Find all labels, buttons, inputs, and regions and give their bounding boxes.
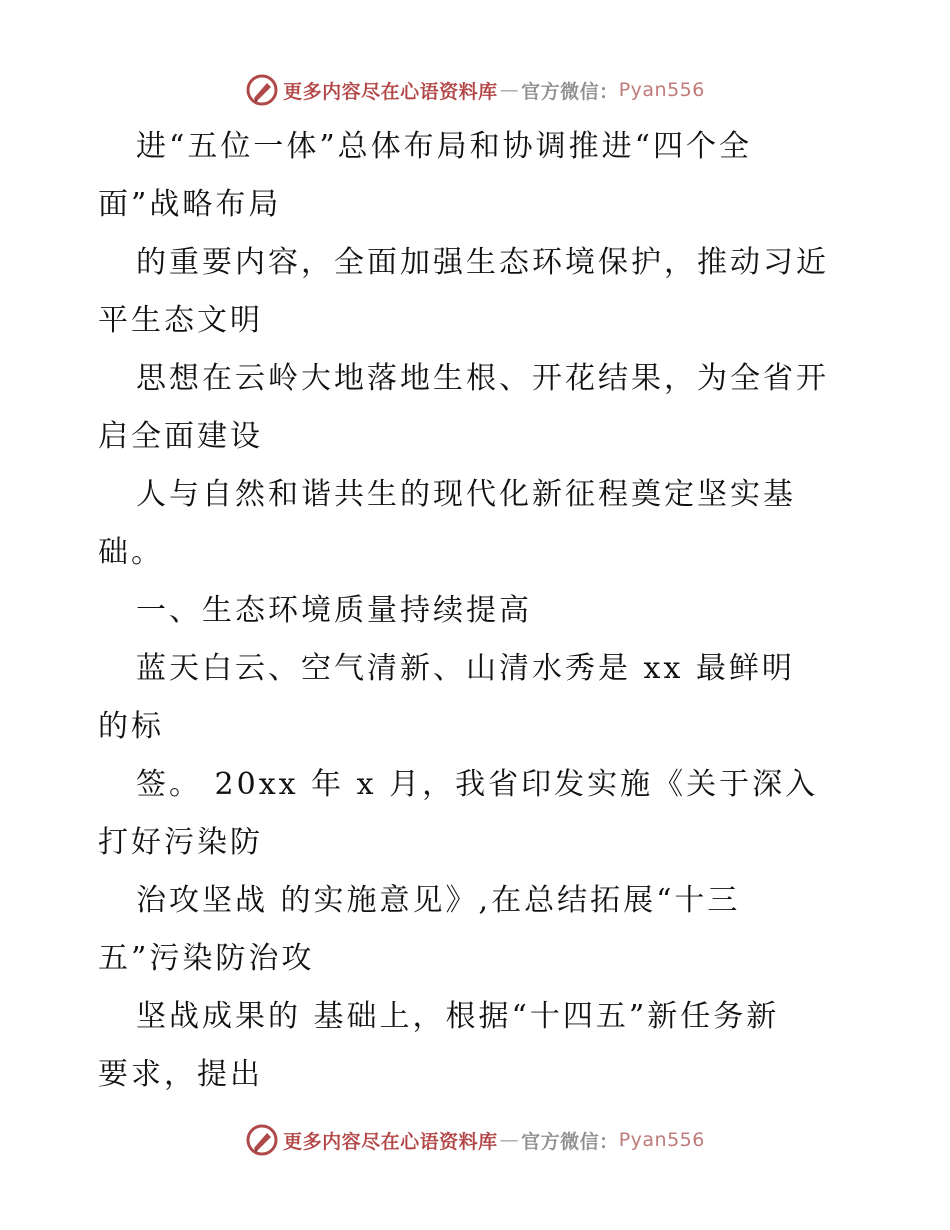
text-line: 签。 20xx 年 x 月，我省印发实施《关于深入 bbox=[136, 767, 819, 802]
text-line: 坚战成果的 基础上，根据“十四五”新任务新 bbox=[136, 999, 780, 1034]
text-line: 人与自然和谐共生的现代化新征程奠定坚实基 bbox=[136, 477, 796, 512]
watermark-dash: — bbox=[499, 79, 520, 101]
watermark-site-name: 更多内容尽在心语资料库 bbox=[283, 80, 498, 103]
text-line: 治攻坚战 的实施意见》,在总结拓展“十三 bbox=[136, 883, 741, 918]
pen-logo-icon bbox=[245, 1123, 279, 1157]
watermark-wechat-id: Pyan556 bbox=[618, 79, 705, 101]
text-line: 面”战略布局 bbox=[98, 187, 282, 222]
text-line: 启全面建设 bbox=[98, 419, 263, 454]
text-line: 思想在云岭大地落地生根、开花结果，为全省开 bbox=[136, 361, 829, 396]
text-line: 五”污染防治攻 bbox=[98, 941, 315, 976]
text-line: 础。 bbox=[98, 535, 164, 570]
text-line: 的重要内容，全面加强生态环境保护，推动习近 bbox=[136, 245, 829, 280]
text-line: 要求，提出 bbox=[98, 1057, 263, 1092]
document-body bbox=[98, 118, 868, 1104]
text-line: 一、生态环境质量持续提高 bbox=[136, 593, 532, 628]
watermark-official-label: 官方微信： bbox=[521, 80, 619, 103]
watermark-official-label: 官方微信： bbox=[521, 1130, 619, 1153]
pen-logo-icon bbox=[245, 73, 279, 107]
text-line: 打好污染防 bbox=[98, 825, 263, 860]
text-line: 平生态文明 bbox=[98, 303, 263, 338]
footer-watermark bbox=[0, 1120, 950, 1160]
text-line: 的标 bbox=[98, 709, 164, 744]
text-line: 蓝天白云、空气清新、山清水秀是 xx 最鲜明 bbox=[136, 651, 795, 686]
text-line: 进“五位一体”总体布局和协调推进“四个全 bbox=[136, 129, 753, 164]
watermark-site-name: 更多内容尽在心语资料库 bbox=[283, 1130, 498, 1153]
watermark-wechat-id: Pyan556 bbox=[618, 1129, 705, 1151]
watermark-dash: — bbox=[499, 1129, 520, 1151]
header-watermark bbox=[0, 70, 950, 110]
